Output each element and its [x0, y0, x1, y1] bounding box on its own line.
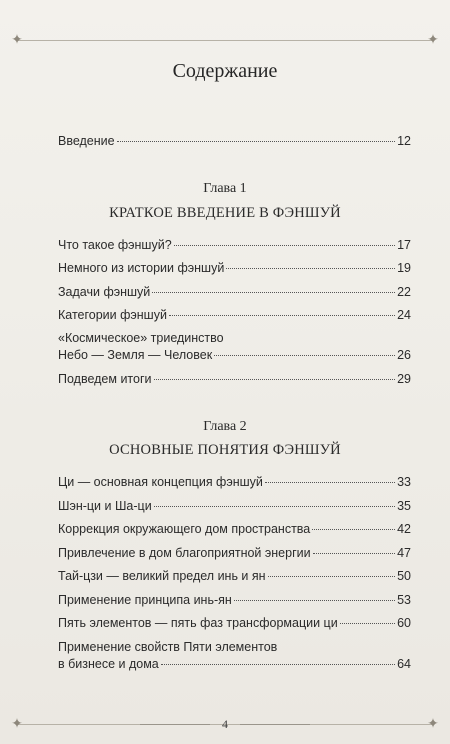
ornament-line: [240, 724, 310, 725]
dot-leader: [169, 315, 395, 316]
star-ornament-icon: ✦: [427, 716, 439, 732]
toc-entry-first-line: Применение свойств Пяти элементов: [58, 640, 278, 654]
toc-entry[interactable]: Задачи фэншуй 22: [58, 285, 411, 299]
dot-leader: [117, 141, 395, 142]
dot-leader: [154, 506, 395, 507]
chapter-title: ОСНОВНЫЕ ПОНЯТИЯ ФЭНШУЙ: [109, 442, 341, 458]
toc-entry[interactable]: Шэн-ци и Ша-ци 35: [58, 499, 411, 513]
toc-entry[interactable]: Немного из истории фэншуй 19: [58, 261, 411, 275]
dot-leader: [312, 529, 395, 530]
toc-entry-intro[interactable]: Введение 12: [58, 134, 411, 148]
page-number: 4: [222, 717, 228, 731]
page-title: Содержание: [172, 60, 278, 82]
dot-leader: [265, 482, 395, 483]
star-ornament-icon: ✦: [427, 32, 439, 48]
toc-entry-first-line: «Космическое» триединство: [58, 331, 224, 345]
toc-entry[interactable]: Категории фэншуй 24: [58, 308, 411, 322]
ornament-line: [140, 724, 210, 725]
chapter-number: Глава 1: [203, 181, 247, 196]
dot-leader: [174, 245, 395, 246]
dot-leader: [340, 623, 395, 624]
dot-leader: [152, 292, 395, 293]
chapter-title: КРАТКОЕ ВВЕДЕНИЕ В ФЭНШУЙ: [109, 205, 341, 221]
chapter-number: Глава 2: [203, 419, 247, 434]
toc-entry[interactable]: в бизнесе и дома 64: [58, 657, 411, 671]
star-ornament-icon: ✦: [11, 716, 23, 732]
dot-leader: [313, 553, 395, 554]
toc-entry[interactable]: Тай-цзи — великий предел инь и ян 50: [58, 569, 411, 583]
toc-entry[interactable]: Привлечение в дом благоприятной энергии 47: [58, 546, 411, 560]
toc-entry[interactable]: Небо — Земля — Человек 26: [58, 348, 411, 362]
top-border-line: [16, 40, 434, 41]
toc-entry[interactable]: Подведем итоги 29: [58, 372, 411, 386]
toc-entry[interactable]: Что такое фэншуй? 17: [58, 238, 411, 252]
toc-entry[interactable]: Коррекция окружающего дом пространства 42: [58, 522, 411, 536]
dot-leader: [234, 600, 395, 601]
dot-leader: [154, 379, 396, 380]
star-ornament-icon: ✦: [11, 32, 23, 48]
dot-leader: [161, 664, 395, 665]
dot-leader: [226, 268, 395, 269]
page-number-badge: [211, 714, 239, 734]
toc-entry[interactable]: Пять элементов — пять фаз трансформации ци 60: [58, 616, 411, 630]
dot-leader: [214, 355, 395, 356]
toc-entry[interactable]: Применение принципа инь-ян 53: [58, 593, 411, 607]
page-number-ornament: [0, 712, 450, 736]
toc-entry[interactable]: Ци — основная концепция фэншуй 33: [58, 475, 411, 489]
dot-leader: [268, 576, 396, 577]
